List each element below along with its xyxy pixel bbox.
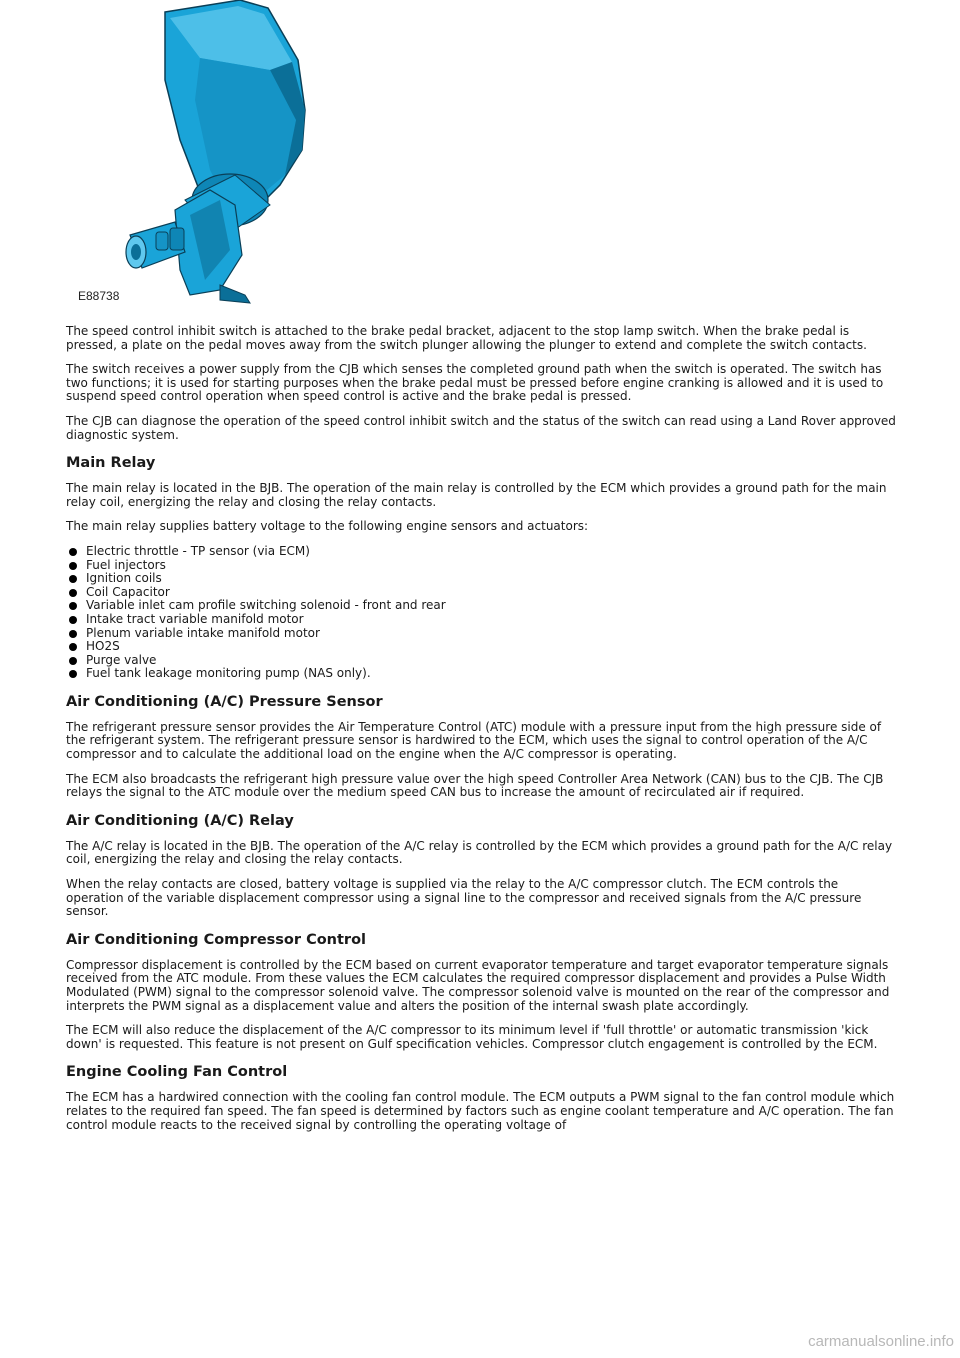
paragraph: The speed control inhibit switch is attached to the brake pedal bracket, adjacent to the stop lamp switch. When the brake pedal is pressed, a plate on the pedal moves away from the switch plunger allowing the plunger to extend and complete the switch contacts. bbox=[66, 324, 867, 352]
paragraph: The ECM also broadcasts the refrigerant high pressure value over the high speed Controller Area Network (CAN) bus to the CJB. The CJB relays the signal to the ATC module over the medium speed CAN bus to increase the amount of recirculated air if required. bbox=[66, 771, 884, 800]
paragraph: Compressor displacement is controlled by the ECM based on current evaporator temperature and target evaporator temperature signals received from the ATC module. From these values the ECM calculates the required compressor displacement and provides a Pulse Width Modulated (PWM) signal to the compressor solenoid valve. The compressor solenoid valve is mounted on the rear of the compressor and interprets the PWM signal as a displacement value and alters the position of the internal swash plate accordingly. bbox=[66, 957, 890, 1013]
section-heading-main-relay: Main Relay bbox=[66, 455, 156, 472]
list-item: HO2S bbox=[86, 640, 896, 654]
section-heading-ac-pressure-sensor: Air Conditioning (A/C) Pressure Sensor bbox=[66, 693, 383, 710]
list-item: Coil Capacitor bbox=[86, 586, 896, 600]
site-watermark: carmanualsonline.info bbox=[808, 1333, 954, 1350]
list-item: Intake tract variable manifold motor bbox=[86, 613, 896, 627]
speed-control-inhibit-switch-illustration bbox=[70, 0, 330, 305]
section-heading-ac-relay: Air Conditioning (A/C) Relay bbox=[66, 812, 294, 829]
paragraph: The ECM will also reduce the displacement of the A/C compressor to its minimum level if 'full throttle' or automatic transmission 'kick down' is requested. This feature is not present on Gulf specification vehicles. Compressor clutch engagement is controlled by the ECM. bbox=[66, 1023, 878, 1051]
list-item: Plenum variable intake manifold motor bbox=[86, 627, 896, 641]
list-item: Fuel injectors bbox=[86, 559, 896, 573]
figure-id-label: E88738 bbox=[78, 289, 120, 303]
paragraph: The CJB can diagnose the operation of the speed control inhibit switch and the status of the switch can read using a Land Rover approved diagnostic system. bbox=[66, 413, 896, 442]
list-item: Electric throttle - TP sensor (via ECM) bbox=[86, 545, 896, 559]
paragraph: The switch receives a power supply from the CJB which senses the completed ground path when the switch is operated. The switch has two functions; it is used for starting purposes when the brake pedal must be pressed before engine cranking is allowed and it is used to suspend speed control operation when speed control is active and the brake pedal is pressed. bbox=[66, 362, 884, 404]
main-relay-supply-list bbox=[66, 545, 896, 681]
list-item: Ignition coils bbox=[86, 572, 896, 586]
paragraph: The A/C relay is located in the BJB. The operation of the A/C relay is controlled by the ECM which provides a ground path for the A/C relay coil, energizing the relay and closing the relay contacts. bbox=[66, 838, 893, 867]
list-item: Purge valve bbox=[86, 654, 896, 668]
list-item: Fuel tank leakage monitoring pump (NAS only). bbox=[86, 667, 896, 681]
paragraph: The main relay supplies battery voltage to the following engine sensors and actuators: bbox=[66, 519, 589, 534]
list-item: Variable inlet cam profile switching solenoid - front and rear bbox=[86, 599, 896, 613]
paragraph: When the relay contacts are closed, battery voltage is supplied via the relay to the A/C compressor clutch. The ECM controls the operation of the variable displacement compressor using a signal line to the compressor and received signals from the A/C pressure sensor. bbox=[66, 877, 862, 919]
section-heading-engine-cooling-fan-control: Engine Cooling Fan Control bbox=[66, 1064, 288, 1081]
paragraph: The main relay is located in the BJB. The operation of the main relay is controlled by the ECM which provides a ground path for the main relay coil, energizing the relay and closing the relay contacts. bbox=[66, 481, 887, 509]
paragraph: The refrigerant pressure sensor provides the Air Temperature Control (ATC) module with a pressure input from the high pressure side of the refrigerant system. The refrigerant pressure sensor is hardwired to the ECM, which uses the signal to control operation of the A/C compressor and to calculate the additional load on the engine when the A/C compressor is operating. bbox=[66, 719, 882, 762]
paragraph: The ECM has a hardwired connection with the cooling fan control module. The ECM outputs a PWM signal to the fan control module which relates to the required fan speed. The fan speed is determined by factors such as engine coolant temperature and A/C operation. The fan control module reacts to the received signal by controlling the operating voltage of bbox=[66, 1090, 895, 1132]
document-body bbox=[66, 325, 896, 1143]
section-heading-ac-compressor-control: Air Conditioning Compressor Control bbox=[66, 931, 367, 948]
